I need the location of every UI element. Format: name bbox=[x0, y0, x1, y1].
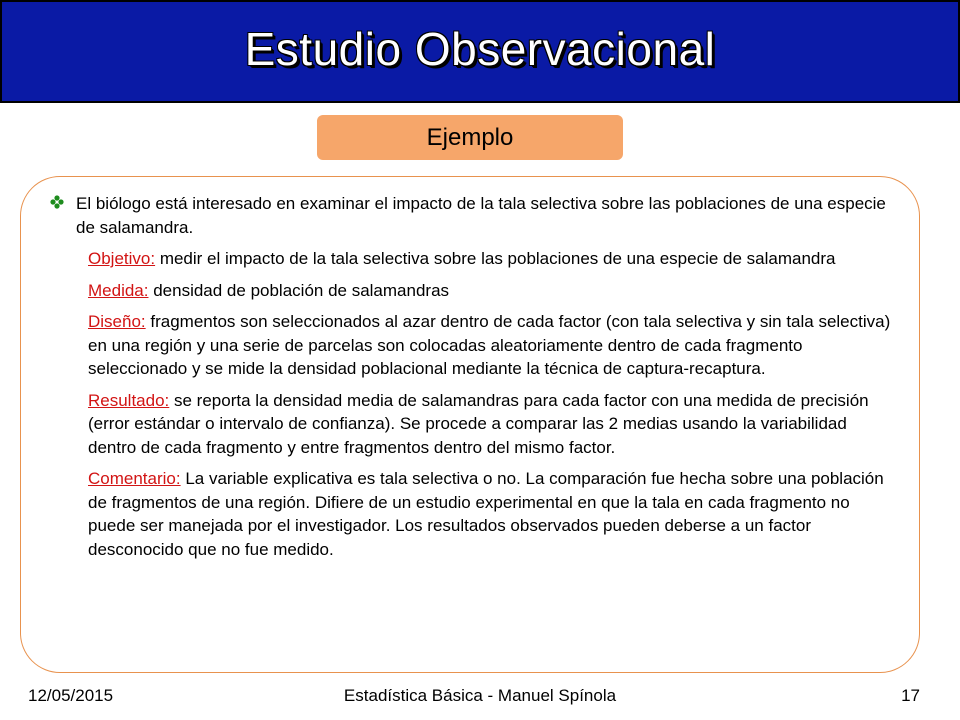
item-text: medir el impacto de la tala selectiva sobre las poblaciones de una especie de salamandra bbox=[155, 249, 836, 268]
item-label: Resultado: bbox=[88, 390, 170, 410]
item-label: Objetivo: bbox=[88, 249, 156, 268]
item-label: Diseño: bbox=[88, 312, 146, 331]
item-resultado bbox=[88, 389, 898, 460]
item-comentario bbox=[88, 467, 898, 561]
item-label: Medida: bbox=[88, 280, 149, 300]
item-text: fragmentos son seleccionados al azar dentro de cada factor (con tala selectiva y sin tala selectiva) en una región y una serie de parcelas son colocadas aleatoriamente dentro de cada fragmento seleccionado y se mide la densidad poblacional mediante la técnica de captura-recaptura. bbox=[88, 312, 891, 378]
subtitle-tab: Ejemplo bbox=[317, 115, 623, 160]
item-text: La variable explicativa es tala selectiva o no. La comparación fue hecha sobre una población de fragmentos de una región. Difiere de un estudio experimental en que la tala en cada fragmento no puede ser manejada por el investigador. Los resultados observados pueden deberse a un factor desconocido que no fue medido. bbox=[88, 469, 884, 559]
item-label: Comentario: bbox=[88, 469, 181, 488]
footer-date: 12/05/2015 bbox=[28, 686, 114, 705]
bullet-text: El biólogo está interesado en examinar el impacto de la tala selectiva sobre las poblaciones de una especie de salamandra. bbox=[76, 194, 886, 237]
item-text: se reporta la densidad media de salamandras para cada factor con una medida de precisión (error estándar o intervalo de confianza). Se procede a comparar las 2 medias usando la variabilidad dentro de cada fragmento y entre fragmentos dentro del mismo factor. bbox=[88, 390, 869, 457]
bullet-item bbox=[48, 192, 898, 239]
footer-author: Estadística Básica - Manuel Spínola bbox=[343, 686, 617, 705]
slide-title: Estudio Observacional bbox=[244, 23, 716, 75]
page-number: 17 bbox=[901, 686, 920, 705]
item-text: densidad de población de salamandras bbox=[148, 280, 450, 300]
diamond-bullet-icon bbox=[50, 195, 64, 209]
item-diseno bbox=[88, 310, 898, 381]
item-objetivo bbox=[88, 247, 898, 271]
content-area bbox=[48, 192, 898, 569]
item-medida bbox=[88, 279, 898, 303]
